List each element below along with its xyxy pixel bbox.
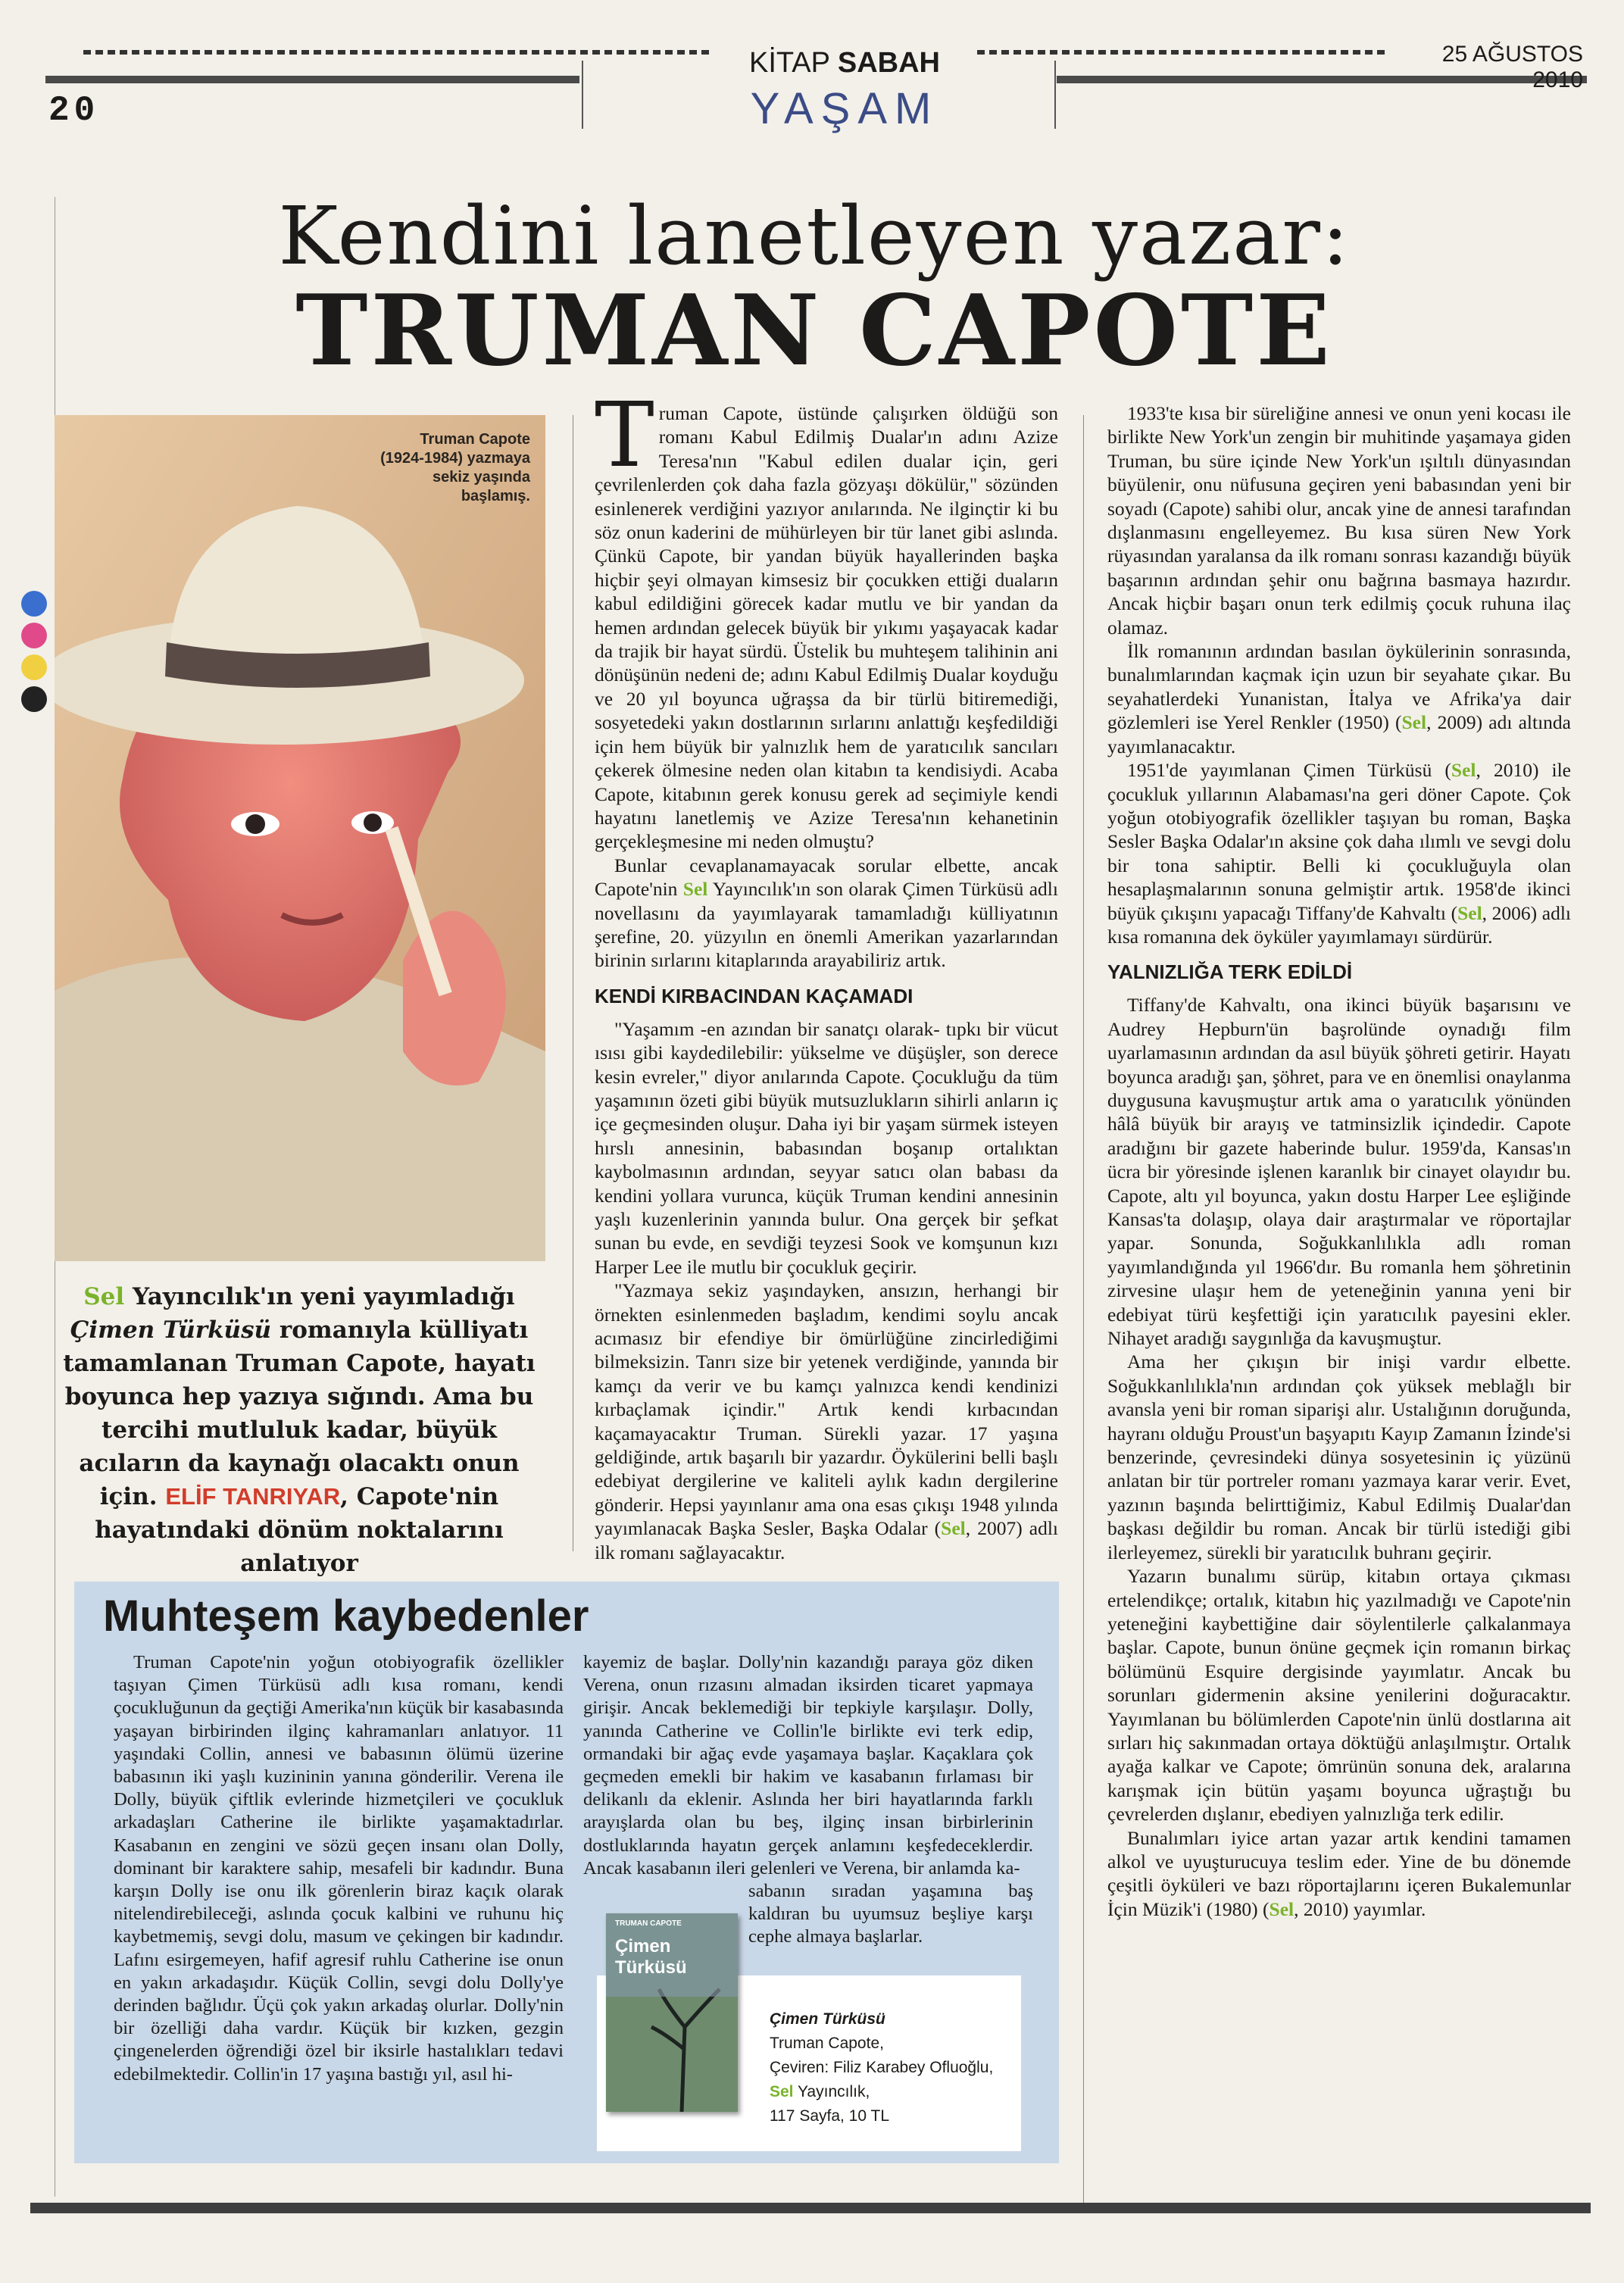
sidebar-title: Muhteşem kaybedenler bbox=[103, 1591, 589, 1641]
book-details bbox=[770, 2007, 1020, 2128]
footer-rule bbox=[30, 2203, 1591, 2213]
book-author: Truman Capote, bbox=[770, 2035, 884, 2052]
registration-dot-magenta bbox=[21, 623, 47, 648]
subheading: KENDİ KIRBACINDAN KAÇAMADI bbox=[595, 984, 914, 1007]
header-dash-rule-right bbox=[977, 50, 1386, 55]
intro-text: Sel Yayıncılık'ın yeni yayımladığı Çimen Türküsü romanıyla külliyatı tamamlanan Truman Capote, hayatı boyunca hep yazıya sığındı. Ama bu tercihi mutluluk kadar, büyük acıların da kaynağı olacaktı onun için. ELİF TANRIYAR, Capote'nin hayatındaki dönüm noktalarını anlatıyor bbox=[63, 1283, 536, 1577]
page-number: 20 bbox=[48, 91, 100, 130]
paper-name: KİTAP SABAH bbox=[749, 47, 940, 79]
header-dash-rule bbox=[83, 50, 712, 55]
article-paragraph: "Yazmaya sekiz yaşındayken, ansızın, herhangi bir örnekten esinlenmeden başladım, kendimi soylu ancak acımasız bir efendiye bir ömürlüğüne zincirlediğimi bilmeksizin. Tanrı size bir yetenek verdiğinde, yanında bir kamçı da verir ve bu kamçı yalnızca kendi kendinizi kırbaçlamak içindir." Artık kendi kırbacından kaçamayacaktır Truman. Sürekli yazar. 17 yaşına geldiğinde, artık başarılı bir yazardır. Öykülerini belli başlı edebiyat dergilerine ve kaliteli aylık kadın dergilerine gönderir. Hepsi yayınlanır ama ona esas çıkışı 1948 yılında yayımlanacak Başka Sesler, Başka Odalar (Sel, 2007) adlı ilk romanı sağlayacaktır. bbox=[595, 1279, 1059, 1563]
registration-dot-black bbox=[21, 686, 47, 712]
article-paragraph: Yazarın bunalımı sürüp, kitabın ortaya çıkması ertelendikçe; ortalık, kitabın hiç yazılmadığı ve Capote'nin yeteneğini kaybettiğine dair söylentilerle çalkalanmaya başlar. Capote, bunun önüne geçmek için romanın birkaç bölümünü Esquire dergisinde yayımlatır. Ancak bu sorunları gidermenin aksine yenilerini doğuracaktır. Yayımlanan bu bölümlerden Capote'nin ünlü dostlarına ait sırları hiç sakınmadan ortaya döktüğü anlaşılmıştır. Ortalık ayağa kalkar ve Capote; ömrünün sonuna dek, aralarına karışmak için bütün yaşamı boyunca uğraştığı bu çevrelerden dışlanır, ebediyen yalnızlığa terk edilir. bbox=[1107, 1565, 1571, 1825]
sidebar-paragraph: kayemiz de başlar. Dolly'nin kazandığı paraya göz diken Verena, onun rızasını almadan iksirden ticaret yapmaya girişir. Ancak beklemediği bir tepkiyle karşılaşır. Dolly, yanında Catherine ve Collin'le birlikte evi terk edip, ormandaki bir ağaç evde yaşamaya başlar. Kaçaklara çok geçmeden emekli bir hakim ve kasabanın fırlaması bir delikanlı da eklenir. Aslında her biri hayatlarında farklı arayışlarda olan bu beş, ilginç insan birbirlerinin dostluklarında hayatın gerçek anlamını keşfedeceklerdir. Ancak kasabanın ileri gelenleri ve Verena, bir anlamda ka- bbox=[583, 1652, 1033, 1879]
photo-caption: Truman Capote (1924-1984) yazmaya sekiz yaşında başlamış. bbox=[380, 431, 530, 504]
sidebar-column-2 bbox=[583, 1651, 1033, 1949]
article-paragraph: Ama her çıkışın bir inişi vardır elbette. Soğukkanlılıkla'nın ardından çok yüksek meblağlı bir avansla yeni bir roman siparişi alır. Ustalığının doruğunda, hayranı olduğu Proust'un başyapıtı Kayıp Zamanın İzinde'si benzerinde, çevresindeki dünya sosyetesinin iç yüzünü anlatan bir tür portreler romanı yazmaya karar verir. Evet, yazının başında belirttiğimiz, Kabul Edilmiş Dualar'dan başkası değildir bu roman. Ancak bir türlü istediği gibi ilerleyemez, sürekli bir yaratıcılık buhranı geçirir. bbox=[1107, 1351, 1571, 1563]
registration-dot-blue bbox=[21, 591, 47, 617]
portrait-illustration bbox=[55, 415, 545, 1261]
article-paragraph: 1951'de yayımlanan Çimen Türküsü (Sel, 2010) ile çocukluk yıllarının Alabaması'na geri döner Capote. Çok yoğun otobiyografik özellikler taşıyan bu roman, Başka Sesler Başka Odalar'ın aksine çok daha ılımlı ve sevgi dolu bir tona sahiptir. Belli ki çocukluğuyla olan hesaplaşmalarının sonuna gelmiştir artık. 1958'de ikinci büyük çıkışını yapacağı Tiffany'de Kahvaltı (Sel, 2006) adlı kısa romanına dek öyküler yayımlamayı sürdürür. bbox=[1107, 759, 1572, 948]
header-divider bbox=[582, 61, 583, 129]
headline-line2: TRUMAN CAPOTE bbox=[295, 274, 1333, 388]
column-separator bbox=[1083, 415, 1084, 2203]
article-paragraph: Tiffany'de Kahvaltı, ona ikinci büyük başarısını ve Audrey Hepburn'ün başrolünde oynadığı film uyarlamasının ardından da asıl büyük şöhreti getirir. Hayatı boyunca aradığı şan, şöhret, para ve en önemlisi onaylanma duygusuna kavuşmuştur artık ama o yaratıcılık yönünden hâlâ büyük bir arayış ve tatminsizlik içindedir. Capote aradığını bir gazete haberinde bulur. 1959'da, Kansas'ın ücra bir yöresinde işlenen karanlık bir cinayet olayıdır bu. Capote, altı yıl boyunca, yakın dostu Harper Lee eşliğinde Kansas'ta dolaşıp, olaya dair araştırmalar ve röportajlar yapar. Sonunda, Soğukkanlılıkla adlı roman yayımlandığında yıl 1966'dır. Bu romanla hem şöhretinin zirvesine ulaşır hem de yeteneğinin yanına yeni bir edebiyat türü keşfettiği için yaratıcılık payesini ekler. Nihayet aradığı saygınlığa da kavuşmuştur. bbox=[1107, 994, 1571, 1350]
issue-date: 25 AĞUSTOS 2010 bbox=[1441, 42, 1583, 92]
author-photo bbox=[55, 415, 545, 1261]
subheading: YALNIZLIĞA TERK EDİLDİ bbox=[1107, 960, 1353, 984]
article-paragraph: 1933'te kısa bir süreliğine annesi ve onun yeni kocası ile birlikte New York'un zengin bir muhitinde yaşamaya giden Truman, bu süre içinde New York'un ışıltılı dünyasından büyülenir, onu nüfusuna geçiren yeni babasından yeni bir soyadı (Capote) sahibi olur, ancak yine de annesi tarafından dışlanmasını engelleyemez. Bu kısa süren New York rüyasından yaralansa da ilk romanı sonrası kazandığı büyük başarının ardından şehir onu bağrına basmaya hazırdır. Ancak hiçbir başarı onun terk edilmiş çocuk ruhuna ilaç olamaz. bbox=[1107, 402, 1571, 639]
color-registration-marks bbox=[21, 591, 52, 718]
article-paragraph: Bunalımları iyice artan yazar artık kendini tamamen alkol ve uyuşturucuya teslim eder. Yine de bu dönemde çeşitli öyküleri ve bazı röportajlarını içeren Bukalemunlar İçin Müzik'i (1980) (Sel, 2010) yayımlar. bbox=[1107, 1826, 1571, 1920]
registration-dot-yellow bbox=[21, 654, 47, 680]
section-title: YAŞAM bbox=[750, 84, 939, 133]
article-paragraph: Bunlar cevaplanamayacak sorular elbette, ancak Capote'nin Sel Yayıncılık'ın son olarak Çimen Türküsü adlı novellasını da yayımlayarak tamamladığı külliyatının şerefine, 20. yüzyılın en önemli Amerikan yazarlarından birinin sırlarını kitaplarında arayabiliriz artık. bbox=[595, 854, 1058, 972]
header-divider bbox=[1054, 61, 1056, 129]
article-paragraph: "Yaşamım -en azından bir sanatçı olarak- tıpkı bir vücut ısısı gibi kaydedilebilir: yükselme ve düşüşler, son derece kesin evreler," diyor anılarında Capote. Çocukluğu da tüm yaşamının özeti gibi büyük mutsuzlukların sihirli anların iç içe geçmesinden oluşur. Daha iyi bir yaşam sürmek isteyen hırslı annesinin, babasından boşanıp ortalıktan kaybolmasının ardından, seyyar satıcı olan babası da kendini yollara vurunca, küçük Truman kendini annesinin yaşlı kuzenlerinin yanında bulur. Ona gerçek bir şefkat sunan bu evde, en sevdiği teyzesi Sook ve komşunun kızı Harper Lee ile mutlu bir çocukluk geçirir. bbox=[595, 1017, 1058, 1278]
headline-line1: Kendini lanetleyen yazar: bbox=[278, 189, 1351, 283]
cover-title: Çimen Türküsü bbox=[615, 1936, 687, 1978]
article-paragraph: İlk romanının ardından basılan öykülerinin sonrasında, bunalımlarından kaçmak için uzun bir seyahate çıkar. Bu seyahatlerdeki Yunanistan, İtalya ve Afrika'ya dair gözlemleri ise Yerel Renkler (1950) (Sel, 2009) adı altında yayımlanacaktır. bbox=[1107, 640, 1571, 757]
drop-cap: T bbox=[595, 383, 654, 487]
book-publisher: Sel Yayıncılık, bbox=[770, 2083, 870, 2100]
sidebar-paragraph: sabanın sıradan yaşamına baş kaldıran bu uyumsuz beşliye karşı cephe almaya başlarlar. bbox=[748, 1881, 1033, 1947]
book-title: Çimen Türküsü bbox=[770, 2010, 885, 2028]
book-translator: Çeviren: Filiz Karabey Ofluoğlu, bbox=[770, 2059, 994, 2076]
cover-author: TRUMAN CAPOTE bbox=[615, 1919, 682, 1928]
sidebar-column-1 bbox=[114, 1651, 564, 2086]
article-column-2 bbox=[1107, 401, 1571, 1921]
article-paragraph: Truman Capote, üstünde çalışırken öldüğü son romanı Kabul Edilmiş Dualar'ın adını Azize Teresa'nın "Kabul edilen dualar için, geri çevrilenlerden çok daha fazla gözyaşı dökülür," sözünden esinlenerek verdiğini yazıyor anılarında. Ne ilginçtir ki bu söz onun kaderini de mühürleyen bir tür lanet gibi aslında. Çünkü Capote, bir yandan büyük hayallerinden başka hiçbir şeyi olmayan kimsesiz bir çocukken ettiği duaların kabul edildiğini görecek kadar mutlu ve bir yandan da hemen ardından gelecek büyük bir yıkımı yaşayacak kadar da trajik bir hayat sürdü. Üstelik bu muhteşem talihinin ani dönüşünün nedeni de; adını Kabul Edilmiş Dualar koyduğu ve 20 yıl boyunca uğraşsa da bir türlü bitiremediği, sosyetedeki yakın dostlarının sırlarını anlattığı keşfedildiği için hem büyük bir yalnızlık hem de yaratıcılık sancıları çekerek ölmesine neden olan kitabın ta kendisiydi. Acaba Capote, kitabının gerek konusu gerek ad seçimiyle kendi hayatını lanetlemiş ve Azize Teresa'nın kehanetinin gerçekleşmesine mi neden olmuştu? bbox=[595, 383, 1058, 853]
sidebar-paragraph: Truman Capote'nin yoğun otobiyografik özellikler taşıyan Çimen Türküsü adlı kısa romanı, kendi çocukluğunun da geçtiği Amerika'nın küçük bir kasabasında yaşayan birbirinden ilginç kahramanları anlatıyor. 11 yaşındaki Collin, annesi ve babasının ölümü üzerine babasının iki yaşlı kuzininin yanına gönderilir. Verena ile Dolly, büyük çiftlik evlerinde hizmetçileri ve çocukluk arkadaşları Catherine ile birlikte yaşamaktadırlar. Kasabanın en zengini ve sözü geçen insanı olan Dolly, dominant bir karaktere sahip, mesafeli bir kadındır. Buna karşın Dolly ise onu ilk görenlerin biraz kaçık olarak nitelendirebileceği, aslında çocuk kalbini ve ruhunu hiç kaybetmemiş, sevgi dolu, masum ve çekingen bir kadındır. Lafını esirgemeyen, hafif agresif ruhlu Catherine ise onun en yakın arkadaşıdır. Küçük Collin, sevgi dolu Dolly'ye derinden bağlıdır. Üçü çok yakın arkadaş olurlar. Dolly'nin bir özelliği daha vardır. Küçük bir kızken, gezgin çingenelerden öğrendiği özel bir iksirle hastalıkları tedavi edebilmektedir. Collin'in 17 yaşına bastığı yıl, asıl hi- bbox=[114, 1652, 564, 2085]
header-rule-left bbox=[45, 76, 579, 83]
book-pages-price: 117 Sayfa, 10 TL bbox=[770, 2107, 890, 2125]
article-column-1 bbox=[595, 383, 1059, 1564]
